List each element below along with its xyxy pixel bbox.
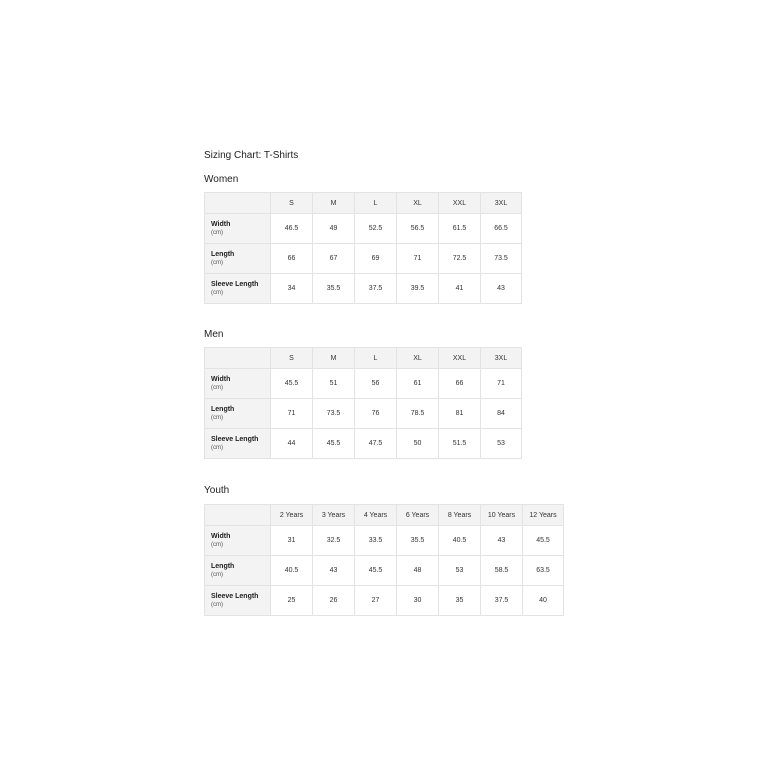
- table-row: [205, 274, 522, 304]
- table-cell: 53: [481, 429, 522, 459]
- size-table-youth: [204, 504, 564, 616]
- size-header: 3XL: [481, 193, 522, 214]
- size-header: 6 Years: [397, 505, 439, 526]
- row-unit: (cm): [211, 384, 223, 391]
- table-cell: 35.5: [313, 274, 355, 304]
- row-unit: (cm): [211, 259, 223, 266]
- table-cell: 27: [355, 586, 397, 616]
- row-header: [205, 274, 271, 304]
- table-cell: 52.5: [355, 214, 397, 244]
- row-unit: (cm): [211, 444, 223, 451]
- size-header: XXL: [439, 348, 481, 369]
- size-header: M: [313, 348, 355, 369]
- row-unit: (cm): [211, 229, 223, 236]
- row-unit: (cm): [211, 571, 223, 578]
- row-unit: (cm): [211, 541, 223, 548]
- row-label: Width: [211, 375, 231, 383]
- table-cell: 33.5: [355, 526, 397, 556]
- row-unit: (cm): [211, 601, 223, 608]
- row-header: [205, 399, 271, 429]
- table-cell: 45.5: [523, 526, 564, 556]
- table-cell: 50: [397, 429, 439, 459]
- table-cell: 47.5: [355, 429, 397, 459]
- table-cell: 32.5: [313, 526, 355, 556]
- table-header-row: [205, 505, 564, 526]
- table-cell: 71: [481, 369, 522, 399]
- row-header: [205, 214, 271, 244]
- table-row: [205, 586, 564, 616]
- table-cell: 45.5: [313, 429, 355, 459]
- table-cell: 35: [439, 586, 481, 616]
- row-unit: (cm): [211, 414, 223, 421]
- table-row: [205, 399, 522, 429]
- table-cell: 45.5: [355, 556, 397, 586]
- table-cell: 63.5: [523, 556, 564, 586]
- row-label: Length: [211, 562, 235, 570]
- table-cell: 71: [397, 244, 439, 274]
- table-cell: 44: [271, 429, 313, 459]
- section-title-youth: Youth: [204, 485, 230, 496]
- row-header: [205, 586, 271, 616]
- table-cell: 49: [313, 214, 355, 244]
- size-header: 4 Years: [355, 505, 397, 526]
- table-row: [205, 526, 564, 556]
- row-label: Sleeve Length: [211, 592, 259, 600]
- table-cell: 41: [439, 274, 481, 304]
- size-header: 3XL: [481, 348, 522, 369]
- table-cell: 25: [271, 586, 313, 616]
- header-corner-cell: [205, 193, 271, 214]
- size-table-men: [204, 347, 522, 459]
- table-row: [205, 214, 522, 244]
- table-cell: 58.5: [481, 556, 523, 586]
- table-cell: 39.5: [397, 274, 439, 304]
- table-cell: 37.5: [481, 586, 523, 616]
- table-cell: 48: [397, 556, 439, 586]
- size-table-women: [204, 192, 522, 304]
- table-cell: 51.5: [439, 429, 481, 459]
- table-cell: 73.5: [313, 399, 355, 429]
- size-header: 2 Years: [271, 505, 313, 526]
- table-cell: 30: [397, 586, 439, 616]
- table-cell: 66.5: [481, 214, 522, 244]
- table-cell: 51: [313, 369, 355, 399]
- table-cell: 40.5: [439, 526, 481, 556]
- table-cell: 56: [355, 369, 397, 399]
- row-header: [205, 429, 271, 459]
- row-header: [205, 556, 271, 586]
- table-cell: 37.5: [355, 274, 397, 304]
- table-cell: 72.5: [439, 244, 481, 274]
- table-cell: 61: [397, 369, 439, 399]
- row-label: Length: [211, 250, 235, 258]
- table-cell: 61.5: [439, 214, 481, 244]
- section-title-men: Men: [204, 329, 224, 340]
- table-row: [205, 369, 522, 399]
- chart-title: Sizing Chart: T-Shirts: [204, 150, 299, 161]
- row-label: Sleeve Length: [211, 435, 259, 443]
- table-cell: 66: [439, 369, 481, 399]
- table-cell: 43: [481, 526, 523, 556]
- table-header-row: [205, 193, 522, 214]
- row-header: [205, 244, 271, 274]
- size-header: 3 Years: [313, 505, 355, 526]
- table-cell: 84: [481, 399, 522, 429]
- table-cell: 69: [355, 244, 397, 274]
- table-cell: 53: [439, 556, 481, 586]
- table-cell: 71: [271, 399, 313, 429]
- table-cell: 66: [271, 244, 313, 274]
- table-row: [205, 556, 564, 586]
- table-row: [205, 429, 522, 459]
- table-cell: 67: [313, 244, 355, 274]
- table-header-row: [205, 348, 522, 369]
- table-cell: 31: [271, 526, 313, 556]
- row-header: [205, 526, 271, 556]
- row-label: Width: [211, 532, 231, 540]
- size-header: 8 Years: [439, 505, 481, 526]
- row-unit: (cm): [211, 289, 223, 296]
- row-label: Width: [211, 220, 231, 228]
- table-cell: 34: [271, 274, 313, 304]
- table-cell: 40: [523, 586, 564, 616]
- table-cell: 56.5: [397, 214, 439, 244]
- table-cell: 76: [355, 399, 397, 429]
- header-corner-cell: [205, 505, 271, 526]
- size-header: 12 Years: [523, 505, 564, 526]
- header-corner-cell: [205, 348, 271, 369]
- size-header: L: [355, 348, 397, 369]
- table-cell: 35.5: [397, 526, 439, 556]
- size-header: M: [313, 193, 355, 214]
- table-cell: 45.5: [271, 369, 313, 399]
- row-label: Length: [211, 405, 235, 413]
- table-cell: 26: [313, 586, 355, 616]
- size-header: 10 Years: [481, 505, 523, 526]
- table-cell: 46.5: [271, 214, 313, 244]
- size-header: L: [355, 193, 397, 214]
- size-header: XXL: [439, 193, 481, 214]
- table-cell: 73.5: [481, 244, 522, 274]
- size-header: S: [271, 348, 313, 369]
- table-cell: 43: [481, 274, 522, 304]
- table-cell: 78.5: [397, 399, 439, 429]
- table-cell: 40.5: [271, 556, 313, 586]
- section-title-women: Women: [204, 174, 239, 185]
- table-row: [205, 244, 522, 274]
- size-header: S: [271, 193, 313, 214]
- table-cell: 43: [313, 556, 355, 586]
- table-cell: 81: [439, 399, 481, 429]
- size-header: XL: [397, 193, 439, 214]
- row-header: [205, 369, 271, 399]
- size-header: XL: [397, 348, 439, 369]
- row-label: Sleeve Length: [211, 280, 259, 288]
